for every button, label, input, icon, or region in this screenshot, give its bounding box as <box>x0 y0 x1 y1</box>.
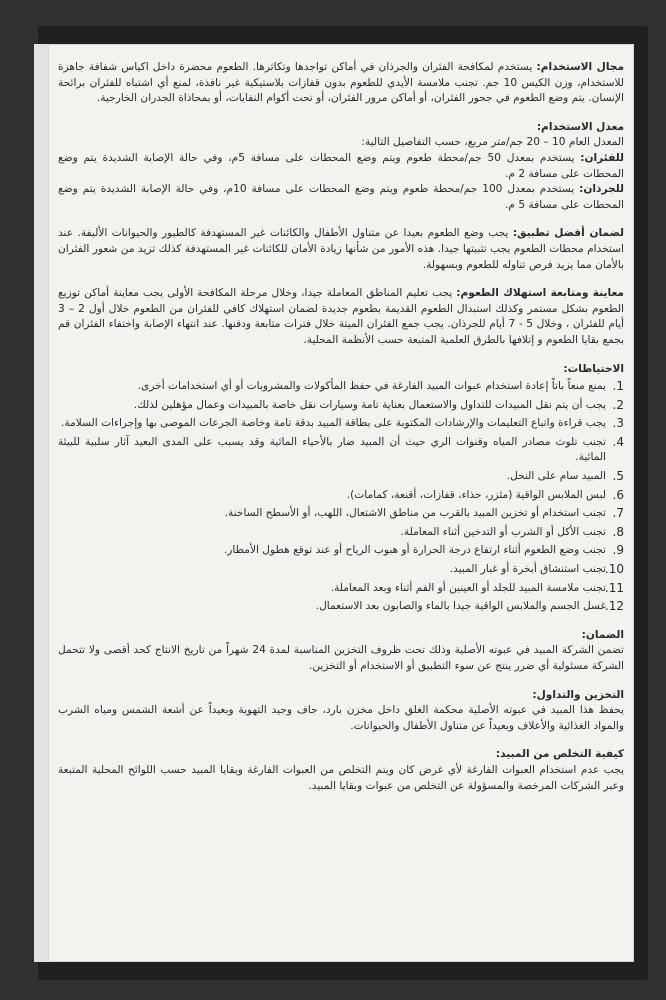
precaution-item <box>58 543 624 559</box>
precaution-text: لبس الملابس الواقية (مئزر، حذاء، قفازات، أقنعة، كمامات). <box>346 488 606 501</box>
precaution-item <box>58 435 624 466</box>
rats-label: للفئران: <box>580 151 625 164</box>
usage-area-text: يستخدم لمكافحة الفئران والجرذان في أماكن تواجدها وتكاثرها. الطعوم محضرة داخل اكياس شفافة جاهزة للاستخدام، وزن الكيس 10 جم. تجنب ملامسة الأيدي للطعوم بدون قفازات بلاستيكية غير نافذة، لمنع أي اشتباه للفئران برائحة الإنسان. يتم وضع الطعوم في جحور الفئران، أو أماكن مرور الفئران، أو تحت أكوام النفايات، أو بمحاذاة الجدران الخارجية. <box>58 61 625 105</box>
usage-rate-section <box>58 120 624 214</box>
precaution-item <box>58 379 624 395</box>
precaution-text: غسل الجسم والملابس الواقية جيدا بالماء والصابون بعد الاستعمال. <box>315 600 606 613</box>
mice-rate <box>58 182 624 213</box>
precaution-item <box>58 488 624 504</box>
precautions-list <box>58 379 624 615</box>
precaution-number: 10. <box>604 562 624 577</box>
precaution-text: تجنب ملامسة المبيد للجلد أو العينين أو الفم أثناء وبعد المعاملة. <box>330 581 606 594</box>
label-text <box>58 60 624 950</box>
precaution-item <box>58 562 624 578</box>
precaution-text: تجنب تلوث مصادر المياه وقنوات الري حيث أن المبيد ضار بالأحياء المائية وقد يسبب على المدى البعيد آثار سلبية للبيئة المائية. <box>58 435 606 464</box>
precaution-item <box>58 398 624 414</box>
warranty-section <box>58 628 624 675</box>
monitoring-text: يجب تعليم المناطق المعاملة جيدا، وخلال مرحلة المكافحة الأولى يجب معاينة أماكن توزيع الطعوم بشكل مستمر وكذلك استبدال الطعوم القديمة بطعوم جديدة لضمان استهلاك كافي للفئران من الطعوم خلال أول 2 – 3 أيام للفئران ، وخلال 5 - 7 أيام للجرذان. يجب جمع الفئران الميتة خلال فترات متابعة ودفنها. عند انتهاء الإصابة واختفاء الفئران قم بجمع بقايا الطعوم و إتلافها بالطرق العلمية المتبعة حسب الأنظمة المحلية. <box>58 287 625 346</box>
precaution-text: تجنب الأكل أو الشرب أو التدخين أثناء المعاملة. <box>400 525 606 538</box>
mice-text: يستخدم بمعدل 100 جم/محطة طعوم ويتم وضع المحطات على مسافة 10م، وفي حالة الإصابة الشديدة يتم وضع المحطات على مسافة 5 م. <box>58 183 624 211</box>
best-application-text: يجب وضع الطعوم بعيدا عن متناول الأطفال والكائنات غير المستهدفة كالطيور والحيوانات الأليفة. عند استخدام محطات الطعوم يجب تثبيتها جيدا. هذه الأمور من شأنها زيادة الأمان للكائنات غير المستهدفة كذلك تزيد من شعور الفئران بالأمان مما يزيد فرص تناوله للطعوم وبسهولة. <box>58 227 624 271</box>
storage-heading: التخزين والتداول: <box>532 688 624 701</box>
precautions-heading: الاحتياطات: <box>563 362 624 375</box>
warranty-heading: الضمان: <box>581 628 624 641</box>
usage-rate-intro: المعدل العام 10 – 20 جم/متر مربع، حسب التفاصيل التالية: <box>361 136 624 149</box>
best-application-section <box>58 226 624 273</box>
box-flap <box>34 44 48 962</box>
precaution-item <box>58 525 624 541</box>
usage-area-section <box>58 60 624 107</box>
precaution-number: 8. <box>612 524 624 539</box>
precaution-number: 2. <box>612 397 624 412</box>
precaution-number: 4. <box>612 434 624 449</box>
precaution-text: المبيد سام على النحل. <box>506 470 606 483</box>
precaution-number: 7. <box>612 506 624 521</box>
precaution-item <box>58 416 624 432</box>
precaution-item <box>58 469 624 485</box>
storage-section <box>58 688 624 735</box>
precaution-text: تجنب استنشاق أبخرة أو غبار المبيد. <box>449 563 606 576</box>
precaution-number: 3. <box>612 416 624 431</box>
monitoring-section <box>58 286 624 348</box>
precaution-number: 12. <box>604 599 624 614</box>
precaution-text: تجنب وضع الطعوم أثناء ارتفاع درجة الحرارة أو هبوب الرياح أو عند توقع هطول الأمطار. <box>223 544 606 557</box>
precaution-item <box>58 599 624 615</box>
warranty-text: تضمن الشركة المبيد في عبوته الأصلية وذلك تحت ظروف التخزين المناسبة لمدة 24 شهراً من تاريخ الانتاج كحد أقصى ولا تتحمل الشركة مسئولية أي ضرر ينتج عن سوء التطبيق أو الاستخدام أو التخزين. <box>58 644 624 672</box>
rats-text: يستخدم بمعدل 50 جم/محطة طعوم ويتم وضع المحطات على مسافة 5م، وفي حالة الإصابة الشديدة يتم وضع المحطات على مسافة 2 م. <box>58 151 624 180</box>
disposal-text: يجب عدم استخدام العبوات الفارغة لأي غرض كان ويتم التخلص من العبوات الفارغة وبقايا المبيد حسب اللوائح المحلية المتبعة وعبر الشركات المرخصة والمسؤولة عن التخلص من عبوات وبقايا المبيد. <box>58 763 624 792</box>
storage-text: يحفظ هذا المبيد في عبوته الأصلية محكمة الغلق داخل مخزن بارد، جاف وجيد التهوية وبعيداً عن أشعة الشمس ومياه الشرب والمواد الغذائية والأعلاف وبعيداً عن متناول الأطفال والحيوانات. <box>58 704 624 732</box>
precaution-text: يمنع منعاً باتاً إعادة استخدام عبوات المبيد الفارغة في حفظ المأكولات والمشروبات أو أي استخدامات أخرى. <box>137 380 606 393</box>
precaution-number: 6. <box>612 487 624 502</box>
precautions-section <box>58 362 624 615</box>
precaution-item <box>58 506 624 522</box>
precaution-number: 1. <box>612 379 624 394</box>
rats-rate <box>58 151 624 182</box>
precaution-item <box>58 581 624 597</box>
monitoring-heading: معاينة ومتابعة استهلاك الطعوم: <box>456 287 624 300</box>
precaution-number: 11. <box>604 580 624 595</box>
best-application-heading: لضمان أفضل تطبيق: <box>512 227 625 240</box>
precaution-text: يجب قراءة واتباع التعليمات والإرشادات المكتوبة على بطاقة المبيد بدقة تامة وخاصة الجرعات الموصى بها وإجراءات السلامة. <box>61 417 606 430</box>
precaution-text: يجب أن يتم نقل المبيدات للتداول والاستعمال بعناية تامة وسيارات نقل خاصة بالمبيدات وعمال مؤهلين لذلك. <box>133 398 606 411</box>
mice-label: للجرذان: <box>579 183 625 196</box>
usage-rate-heading: معدل الاستخدام: <box>536 120 624 133</box>
usage-area-heading: مجال الاستخدام: <box>536 61 624 73</box>
precaution-number: 9. <box>612 543 624 558</box>
disposal-section <box>58 747 624 794</box>
precaution-number: 5. <box>612 469 624 484</box>
disposal-heading: كيفية التخلص من المبيد: <box>495 748 624 761</box>
precaution-text: تجنب استخدام أو تخزين المبيد بالقرب من مناطق الاشتعال، اللهب، أو الأسطح الساخنة. <box>224 507 606 520</box>
